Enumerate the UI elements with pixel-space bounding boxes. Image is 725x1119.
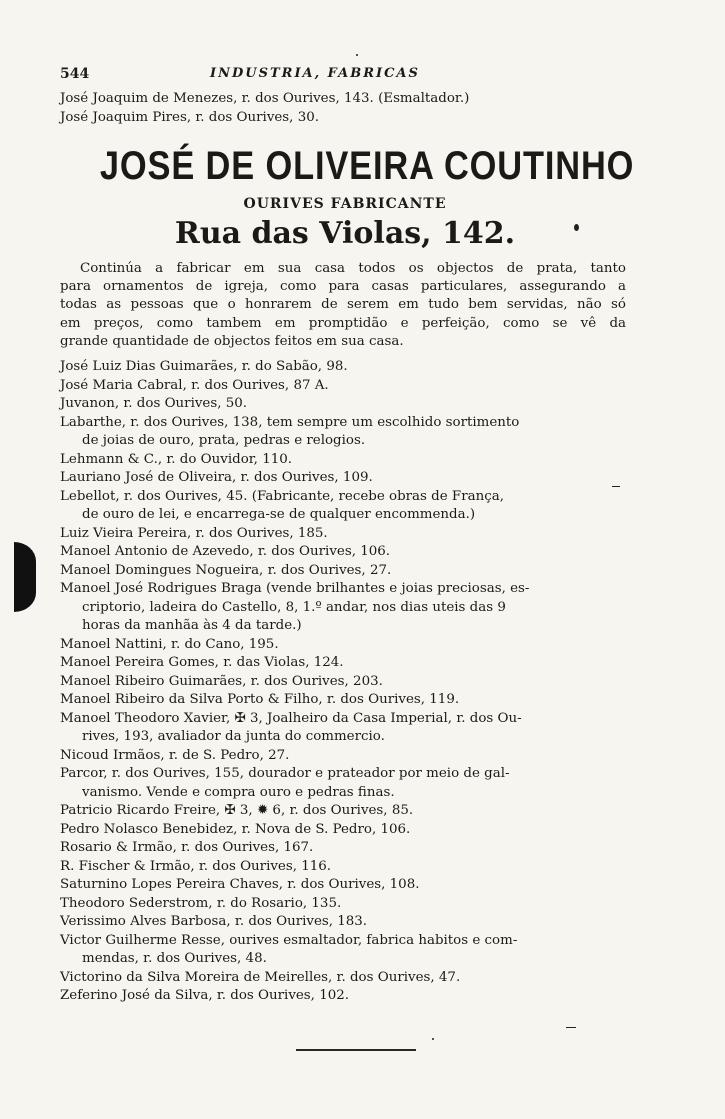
ink-speck — [432, 1038, 434, 1040]
directory-entry: Victorino da Silva Moreira de Meirelles, r. dos Ourives, 47. — [60, 969, 461, 985]
directory-entry: Patricio Ricardo Freire, ✠ 3, ✹ 6, r. dos Ourives, 85. — [60, 803, 414, 818]
directory-entry: José Joaquim de Menezes, r. dos Ourives, 143. (Esmaltador.) — [60, 91, 470, 106]
directory-entry: Lehmann & C., r. do Ouvidor, 110. — [60, 451, 293, 467]
directory-entry-continuation: de joias de ouro, prata, pedras e relogios. — [82, 433, 366, 448]
directory-entry-continuation: criptorio, ladeira do Castello, 8, 1.º andar, nos dias uteis das 9 — [82, 599, 506, 615]
page-header — [60, 66, 630, 86]
directory-entry: Manoel Ribeiro da Silva Porto & Filho, r. dos Ourives, 119. — [60, 692, 460, 707]
directory-entry: Manoel Nattini, r. do Cano, 195. — [60, 636, 279, 652]
directory-entry: Lauriano José de Oliveira, r. dos Ourives, 109. — [60, 470, 373, 485]
advertisement-address: Rua das Violas, 142. — [174, 216, 516, 251]
ink-speck — [356, 54, 358, 56]
directory-entry: Victor Guilherme Resse, ourives esmaltador, fabrica habitos e com- — [60, 932, 518, 948]
directory-entry: Zeferino José da Silva, r. dos Ourives, 102. — [60, 988, 350, 1003]
directory-entry: Nicoud Irmãos, r. de S. Pedro, 27. — [60, 747, 290, 763]
directory-entry-continuation: de ouro de lei, e encarrega-se de qualquer encommenda.) — [82, 507, 476, 522]
directory-entry: Theodoro Sederstrom, r. do Rosario, 135. — [60, 895, 342, 911]
advertisement-subtitle: OURIVES FABRICANTE — [243, 196, 447, 212]
advertisement-body-line: Continúa a fabricar em sua casa todos os objectos de prata, tanto — [80, 261, 626, 276]
advertisement-body-line: todas as pessoas que o honrarem de serem em tudo bem servidas, não só — [60, 297, 626, 313]
directory-entry: Juvanon, r. dos Ourives, 50. — [60, 396, 248, 411]
directory-entry: José Joaquim Pires, r. dos Ourives, 30. — [60, 109, 319, 125]
directory-entry: Manoel Antonio de Azevedo, r. dos Ourives, 106. — [60, 544, 391, 559]
advertisement-body-line: em preços, como tambem em promptidão e perfeição, como se vê da — [60, 315, 626, 331]
directory-entry: Manoel Pereira Gomes, r. das Violas, 124. — [60, 655, 344, 670]
ink-speck — [574, 224, 579, 231]
directory-entry: Saturnino Lopes Pereira Chaves, r. dos Ourives, 108. — [60, 877, 420, 892]
page-number: 544 — [60, 66, 90, 82]
directory-entry: Manoel Ribeiro Guimarães, r. dos Ourives, 203. — [60, 673, 383, 689]
margin-ink-mark — [14, 542, 36, 612]
advertisement-body-line: grande quantidade de objectos feitos em sua casa. — [60, 333, 404, 349]
directory-entry: José Maria Cabral, r. dos Ourives, 87 A. — [60, 377, 329, 393]
advertisement-name: JOSÉ DE OLIVEIRA COUTINHO — [99, 144, 635, 188]
ink-speck — [566, 1027, 576, 1028]
advertisement-body-line: para ornamentos de igreja, como para casas particulares, assegurando a — [60, 279, 626, 295]
directory-entry: Manoel José Rodrigues Braga (vende brilhantes e joias preciosas, es- — [60, 581, 530, 596]
top-entries-list — [60, 90, 630, 127]
closing-rule — [296, 1049, 416, 1051]
directory-entry-continuation: mendas, r. dos Ourives, 48. — [82, 951, 267, 966]
directory-entry: José Luiz Dias Guimarães, r. do Sabão, 98. — [60, 359, 348, 374]
ink-speck — [612, 486, 620, 487]
directory-entry-continuation: vanismo. Vende e compra ouro e pedras finas. — [82, 784, 395, 800]
directory-entry: R. Fischer & Irmão, r. dos Ourives, 116. — [60, 858, 332, 874]
directory-entry: Pedro Nolasco Benebidez, r. Nova de S. Pedro, 106. — [60, 821, 411, 837]
advertisement-body — [60, 260, 626, 351]
running-head: INDUSTRIA, FABRICAS — [210, 66, 420, 81]
directory-entry: Manoel Theodoro Xavier, ✠ 3, Joalheiro da Casa Imperial, r. dos Ou- — [60, 710, 522, 726]
directory-entries-list — [60, 358, 630, 1006]
directory-entry-continuation: horas da manhãa às 4 da tarde.) — [82, 618, 302, 633]
directory-entry: Rosario & Irmão, r. dos Ourives, 167. — [60, 840, 314, 855]
directory-entry: Manoel Domingues Nogueira, r. dos Ourives, 27. — [60, 562, 392, 578]
directory-entry: Parcor, r. dos Ourives, 155, dourador e prateador por meio de gal- — [60, 766, 510, 781]
directory-entry-continuation: rives, 193, avaliador da junta do commercio. — [82, 729, 385, 744]
directory-entry: Labarthe, r. dos Ourives, 138, tem sempre um escolhido sortimento — [60, 414, 520, 430]
directory-entry: Verissimo Alves Barbosa, r. dos Ourives, 183. — [60, 914, 368, 929]
directory-entry: Luiz Vieira Pereira, r. dos Ourives, 185. — [60, 525, 328, 541]
directory-entry: Lebellot, r. dos Ourives, 45. (Fabricante, recebe obras de França, — [60, 488, 504, 504]
